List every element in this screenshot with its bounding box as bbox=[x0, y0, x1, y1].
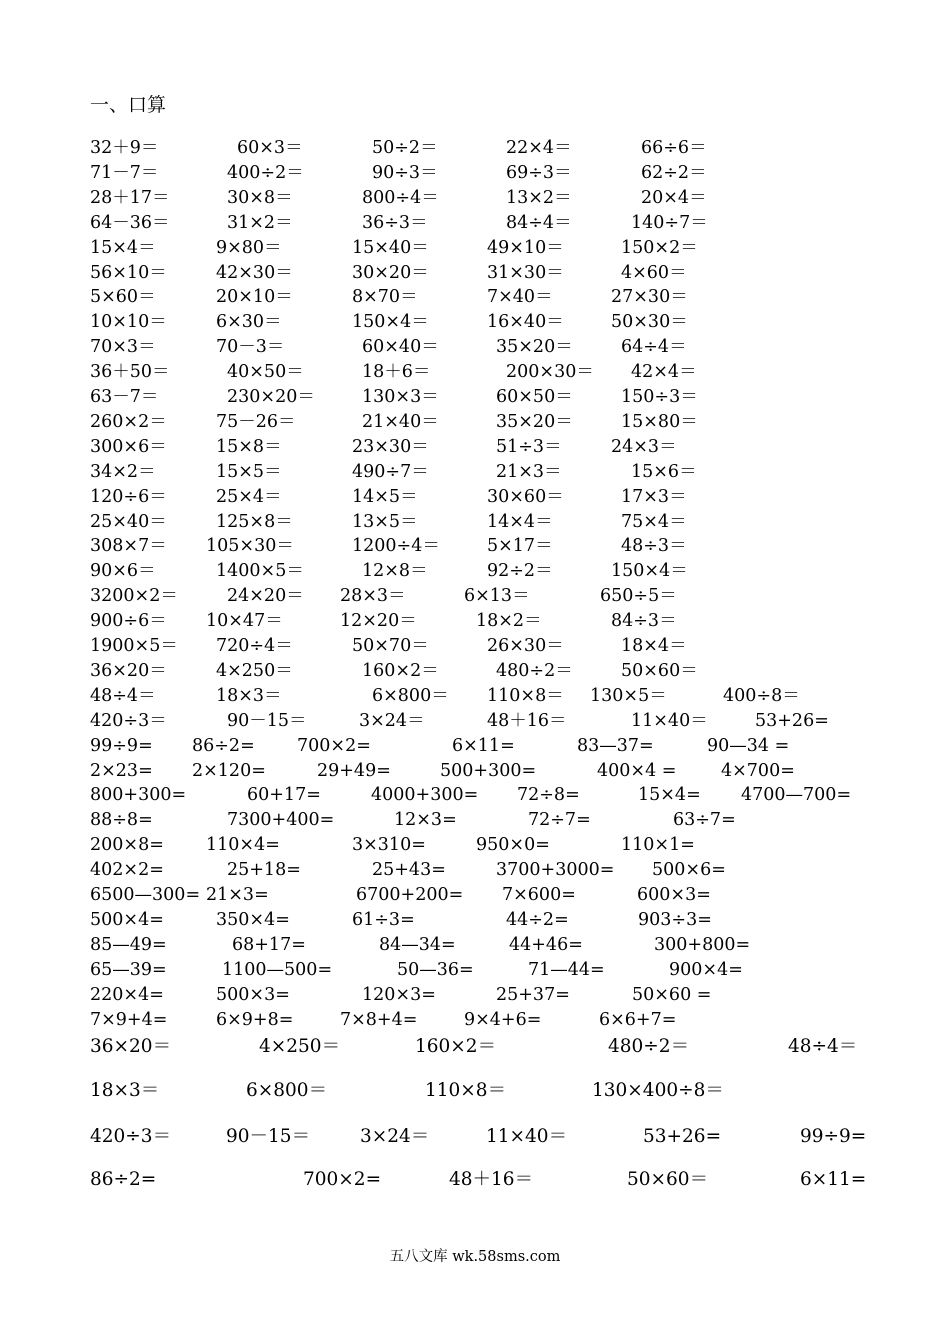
math-problem: 9×80＝ bbox=[216, 237, 282, 258]
math-problem: 36＋50＝ bbox=[90, 362, 170, 383]
math-problem: 70×3＝ bbox=[90, 337, 156, 358]
math-problem: 6×30＝ bbox=[216, 312, 282, 333]
math-problem: 420÷3＝ bbox=[90, 1126, 172, 1147]
math-problem: 44+46= bbox=[509, 934, 583, 955]
footer-watermark: 五八文库 wk.58sms.com bbox=[389, 1249, 561, 1265]
math-problem: 2×120= bbox=[192, 760, 266, 781]
math-problem: 11×40＝ bbox=[486, 1126, 568, 1147]
problem-row bbox=[0, 161, 950, 186]
math-problem: 68+17= bbox=[232, 934, 306, 955]
math-problem: 63÷7= bbox=[673, 810, 736, 831]
math-problem: 90—34 = bbox=[707, 735, 790, 756]
problem-row-large bbox=[0, 1078, 950, 1103]
math-problem: 3200×2＝ bbox=[90, 586, 178, 607]
math-problem: 40×50＝ bbox=[227, 362, 304, 383]
problem-row bbox=[0, 510, 950, 535]
math-problem: 260×2＝ bbox=[90, 411, 167, 432]
math-problem: 18×2＝ bbox=[476, 611, 542, 632]
math-problem: 402×2= bbox=[90, 860, 164, 881]
math-problem: 4700—700= bbox=[741, 785, 852, 806]
math-problem: 86÷2= bbox=[90, 1169, 157, 1190]
math-problem: 48÷4＝ bbox=[90, 685, 156, 706]
math-problem: 2×23= bbox=[90, 760, 153, 781]
math-problem: 1100—500= bbox=[222, 959, 333, 980]
math-problem: 25×40＝ bbox=[90, 511, 167, 532]
math-problem: 31×30＝ bbox=[487, 262, 564, 283]
problem-row bbox=[0, 460, 950, 485]
math-problem: 5×17＝ bbox=[487, 536, 553, 557]
math-problem: 53+26= bbox=[643, 1126, 722, 1147]
problem-row bbox=[0, 435, 950, 460]
math-problem: 308×7＝ bbox=[90, 536, 167, 557]
problem-row bbox=[0, 310, 950, 335]
math-problem: 90－15＝ bbox=[227, 710, 307, 731]
math-problem: 35×20＝ bbox=[496, 337, 573, 358]
math-problem: 500×4= bbox=[90, 909, 164, 930]
problem-row bbox=[0, 186, 950, 211]
math-problem: 700×2= bbox=[297, 735, 371, 756]
math-problem: 600×3= bbox=[637, 885, 711, 905]
problem-row bbox=[0, 833, 950, 858]
math-problem: 86÷2= bbox=[192, 735, 255, 756]
math-problem: 21×40＝ bbox=[362, 411, 439, 432]
math-problem: 66÷6＝ bbox=[641, 138, 707, 158]
problem-row bbox=[0, 485, 950, 510]
math-problem: 60×50＝ bbox=[496, 387, 573, 407]
math-problem: 4×700= bbox=[721, 760, 795, 781]
math-problem: 110×1= bbox=[621, 835, 695, 856]
math-problem: 83—37= bbox=[577, 735, 654, 756]
math-problem: 69÷3＝ bbox=[506, 162, 572, 183]
math-problem: 44÷2= bbox=[506, 909, 569, 930]
math-problem: 24×3＝ bbox=[611, 436, 677, 457]
math-problem: 400÷2＝ bbox=[227, 162, 304, 183]
math-problem: 14×5＝ bbox=[352, 486, 418, 507]
math-problem: 99÷9= bbox=[800, 1126, 867, 1147]
problem-row bbox=[0, 335, 950, 360]
math-problem: 48÷4＝ bbox=[788, 1036, 858, 1057]
math-problem: 15×40＝ bbox=[352, 237, 429, 258]
math-problem: 6×11= bbox=[800, 1169, 867, 1190]
problem-row bbox=[0, 908, 950, 933]
math-problem: 200×8= bbox=[90, 835, 164, 856]
math-problem: 36×20＝ bbox=[90, 1036, 172, 1057]
problem-row bbox=[0, 759, 950, 784]
math-problem: 48＋16＝ bbox=[449, 1169, 534, 1190]
math-problem: 6×800＝ bbox=[372, 685, 449, 706]
problem-row bbox=[0, 734, 950, 759]
math-problem: 18×3＝ bbox=[216, 685, 282, 706]
math-problem: 60+17= bbox=[247, 785, 321, 806]
math-problem: 25+37= bbox=[496, 984, 570, 1005]
math-problem: 11×40＝ bbox=[631, 710, 708, 731]
math-problem: 950×0= bbox=[476, 835, 550, 856]
math-problem: 160×2＝ bbox=[362, 660, 439, 681]
problem-row bbox=[0, 983, 950, 1008]
page-title: 一、口算 bbox=[90, 94, 167, 116]
math-problem: 6700+200= bbox=[356, 885, 464, 905]
math-problem: 150÷3＝ bbox=[621, 387, 698, 407]
math-problem: 34×2＝ bbox=[90, 461, 156, 482]
problem-row bbox=[0, 534, 950, 559]
problem-row-large bbox=[0, 1167, 950, 1192]
math-problem: 4×60＝ bbox=[621, 262, 687, 283]
math-problem: 300+800= bbox=[654, 934, 751, 955]
math-problem: 25+18= bbox=[227, 860, 301, 881]
problem-row bbox=[0, 858, 950, 883]
math-problem: 14×4＝ bbox=[487, 511, 553, 532]
problem-row bbox=[0, 285, 950, 310]
math-problem: 9×4+6= bbox=[464, 1009, 542, 1030]
problem-row bbox=[0, 684, 950, 709]
math-problem: 110×8＝ bbox=[425, 1080, 507, 1101]
math-problem: 48＋16＝ bbox=[487, 710, 567, 731]
math-problem: 6×13＝ bbox=[464, 586, 530, 607]
math-problem: 20×10＝ bbox=[216, 287, 293, 308]
math-problem: 35×20＝ bbox=[496, 411, 573, 432]
problem-row bbox=[0, 261, 950, 286]
math-problem: 31×2＝ bbox=[227, 212, 293, 233]
math-problem: 150×2＝ bbox=[621, 237, 698, 258]
math-problem: 50×60＝ bbox=[627, 1169, 709, 1190]
math-problem: 84÷4＝ bbox=[506, 212, 572, 233]
math-problem: 60×40＝ bbox=[362, 337, 439, 358]
math-problem: 900×4= bbox=[669, 959, 743, 980]
math-problem: 6×800＝ bbox=[246, 1080, 328, 1101]
math-problem: 42×4＝ bbox=[631, 362, 697, 383]
math-problem: 6500—300= bbox=[90, 885, 201, 905]
math-problem: 50×60＝ bbox=[621, 660, 698, 681]
math-problem: 21×3＝ bbox=[496, 461, 562, 482]
math-problem: 700×2= bbox=[303, 1169, 382, 1190]
math-problem: 49×10＝ bbox=[487, 237, 564, 258]
math-problem: 7×600= bbox=[502, 885, 576, 905]
math-problem: 84—34= bbox=[379, 934, 456, 955]
math-problem: 62÷2＝ bbox=[641, 162, 707, 183]
math-problem: 140÷7＝ bbox=[631, 212, 708, 233]
math-problem: 500×3= bbox=[216, 984, 290, 1005]
math-problem: 1400×5＝ bbox=[216, 561, 304, 582]
math-problem: 150×4＝ bbox=[352, 312, 429, 333]
math-problem: 18＋6＝ bbox=[362, 362, 431, 383]
math-problem: 8×70＝ bbox=[352, 287, 418, 308]
math-problem: 25+43= bbox=[372, 860, 446, 881]
math-problem: 65—39= bbox=[90, 959, 167, 980]
math-problem: 26×30＝ bbox=[487, 636, 564, 656]
math-problem: 16×40＝ bbox=[487, 312, 564, 333]
math-problem: 72÷7= bbox=[528, 810, 591, 831]
math-problem: 3×310= bbox=[352, 835, 426, 856]
math-problem: 125×8＝ bbox=[216, 511, 293, 532]
math-problem: 29+49= bbox=[317, 760, 391, 781]
math-problem: 18×4＝ bbox=[621, 636, 687, 656]
math-problem: 20×4＝ bbox=[641, 187, 707, 208]
math-problem: 15×4＝ bbox=[90, 237, 156, 258]
math-problem: 90×6＝ bbox=[90, 561, 156, 582]
math-problem: 85—49= bbox=[90, 934, 167, 955]
problem-row bbox=[0, 634, 950, 659]
math-problem: 6×9+8= bbox=[216, 1009, 294, 1030]
math-problem: 10×10＝ bbox=[90, 312, 167, 333]
math-problem: 50×30＝ bbox=[611, 312, 688, 333]
math-problem: 88÷8= bbox=[90, 810, 153, 831]
problem-row-large bbox=[0, 1034, 950, 1059]
math-problem: 500+300= bbox=[440, 760, 537, 781]
math-problem: 3×24＝ bbox=[360, 1126, 430, 1147]
math-problem: 51÷3＝ bbox=[496, 436, 562, 457]
problem-row bbox=[0, 410, 950, 435]
math-problem: 350×4= bbox=[216, 909, 290, 930]
math-problem: 120×3= bbox=[362, 984, 436, 1005]
math-problem: 900÷6＝ bbox=[90, 611, 167, 632]
math-problem: 15×8＝ bbox=[216, 436, 282, 457]
math-problem: 4×250＝ bbox=[259, 1036, 341, 1057]
math-problem: 30×20＝ bbox=[352, 262, 429, 283]
math-problem: 48÷3＝ bbox=[621, 536, 687, 557]
problem-row bbox=[0, 211, 950, 236]
math-problem: 110×8＝ bbox=[487, 685, 564, 706]
math-problem: 50÷2＝ bbox=[372, 138, 438, 158]
math-problem: 6×6+7= bbox=[599, 1009, 677, 1030]
math-problem: 15×5＝ bbox=[216, 461, 282, 482]
math-problem: 12×8＝ bbox=[362, 561, 428, 582]
math-problem: 130×400÷8＝ bbox=[592, 1080, 724, 1101]
problem-row bbox=[0, 136, 950, 161]
math-problem: 53+26= bbox=[755, 710, 829, 731]
math-problem: 480÷2＝ bbox=[608, 1036, 690, 1057]
math-problem: 903÷3= bbox=[638, 909, 712, 930]
math-problem: 56×10＝ bbox=[90, 262, 167, 283]
problem-row bbox=[0, 609, 950, 634]
math-problem: 120÷6＝ bbox=[90, 486, 167, 507]
math-problem: 72÷8= bbox=[517, 785, 580, 806]
math-problem: 18×3＝ bbox=[90, 1080, 160, 1101]
math-problem: 32＋9＝ bbox=[90, 138, 159, 158]
math-problem: 17×3＝ bbox=[621, 486, 687, 507]
math-problem: 75－26＝ bbox=[216, 411, 296, 432]
math-problem: 4×250＝ bbox=[216, 660, 293, 681]
math-problem: 84÷3＝ bbox=[611, 611, 677, 632]
math-problem: 4000+300= bbox=[371, 785, 479, 806]
math-problem: 650÷5＝ bbox=[600, 586, 677, 607]
math-problem: 3×24＝ bbox=[359, 710, 425, 731]
math-problem: 50—36= bbox=[397, 959, 474, 980]
math-problem: 15×80＝ bbox=[621, 411, 698, 432]
math-problem: 400÷8＝ bbox=[723, 685, 800, 706]
math-problem: 71—44= bbox=[528, 959, 605, 980]
problem-row bbox=[0, 236, 950, 261]
math-problem: 13×2＝ bbox=[506, 187, 572, 208]
math-problem: 400×4 = bbox=[597, 760, 677, 781]
math-problem: 150×4＝ bbox=[611, 561, 688, 582]
math-problem: 110×4= bbox=[206, 835, 280, 856]
math-problem: 7×9+4= bbox=[90, 1009, 168, 1030]
math-problem: 15×4= bbox=[638, 785, 701, 806]
math-problem: 160×2＝ bbox=[415, 1036, 497, 1057]
math-problem: 50×70＝ bbox=[352, 636, 429, 656]
math-problem: 12×3= bbox=[394, 810, 457, 831]
problem-row bbox=[0, 559, 950, 584]
math-problem: 7×40＝ bbox=[487, 287, 553, 308]
math-problem: 500×6= bbox=[652, 860, 726, 881]
math-problem: 130×5＝ bbox=[590, 685, 667, 706]
math-problem: 230×20＝ bbox=[227, 387, 315, 407]
problem-row bbox=[0, 808, 950, 833]
problem-row bbox=[0, 958, 950, 983]
math-problem: 800÷4＝ bbox=[362, 187, 439, 208]
math-problem: 27×30＝ bbox=[611, 287, 688, 308]
problem-row bbox=[0, 933, 950, 958]
problem-row bbox=[0, 883, 950, 908]
math-problem: 64－36＝ bbox=[90, 212, 170, 233]
math-problem: 24×20＝ bbox=[227, 586, 304, 607]
math-problem: 490÷7＝ bbox=[352, 461, 429, 482]
math-problem: 71－7＝ bbox=[90, 162, 159, 183]
problem-row bbox=[0, 659, 950, 684]
problem-row-large bbox=[0, 1124, 950, 1149]
math-problem: 30×60＝ bbox=[487, 486, 564, 507]
math-problem: 10×47＝ bbox=[206, 611, 283, 632]
problem-row bbox=[0, 385, 950, 410]
math-problem: 25×4＝ bbox=[216, 486, 282, 507]
problem-row bbox=[0, 709, 950, 734]
math-problem: 99÷9= bbox=[90, 735, 153, 756]
math-problem: 28＋17＝ bbox=[90, 187, 170, 208]
math-problem: 50×60 = bbox=[632, 984, 712, 1005]
math-problem: 22×4＝ bbox=[506, 138, 572, 158]
math-problem: 1200÷4＝ bbox=[352, 536, 440, 557]
math-problem: 7300+400= bbox=[227, 810, 335, 831]
math-problem: 6×11= bbox=[452, 735, 515, 756]
math-problem: 23×30＝ bbox=[352, 436, 429, 457]
math-problem: 92÷2＝ bbox=[487, 561, 553, 582]
math-problem: 220×4= bbox=[90, 984, 164, 1005]
math-problem: 720÷4＝ bbox=[216, 636, 293, 656]
math-problem: 105×30＝ bbox=[206, 536, 294, 557]
math-problem: 15×6＝ bbox=[631, 461, 697, 482]
problem-row bbox=[0, 360, 950, 385]
math-problem: 800+300= bbox=[90, 785, 187, 806]
math-problem: 70－3＝ bbox=[216, 337, 285, 358]
math-problem: 1900×5＝ bbox=[90, 636, 178, 656]
math-problem: 36×20＝ bbox=[90, 660, 167, 681]
math-problem: 30×8＝ bbox=[227, 187, 293, 208]
math-problem: 64÷4＝ bbox=[621, 337, 687, 358]
problem-row bbox=[0, 1008, 950, 1033]
math-problem: 420÷3＝ bbox=[90, 710, 167, 731]
math-problem: 5×60＝ bbox=[90, 287, 156, 308]
math-problem: 61÷3= bbox=[352, 909, 415, 930]
math-problem: 28×3＝ bbox=[340, 586, 406, 607]
math-problem: 200×30＝ bbox=[506, 362, 594, 383]
math-problem: 7×8+4= bbox=[340, 1009, 418, 1030]
math-problem: 300×6＝ bbox=[90, 436, 167, 457]
math-problem: 3700+3000= bbox=[496, 860, 615, 881]
problem-row bbox=[0, 584, 950, 609]
math-problem: 75×4＝ bbox=[621, 511, 687, 532]
math-problem: 60×3＝ bbox=[237, 138, 303, 158]
math-problem: 90－15＝ bbox=[226, 1126, 311, 1147]
math-problem: 130×3＝ bbox=[362, 387, 439, 407]
math-problem: 63－7＝ bbox=[90, 387, 159, 407]
math-problem: 21×3= bbox=[206, 885, 269, 905]
math-problem: 12×20＝ bbox=[340, 611, 417, 632]
math-problem: 36÷3＝ bbox=[362, 212, 428, 233]
problem-row bbox=[0, 783, 950, 808]
math-problem: 42×30＝ bbox=[216, 262, 293, 283]
math-problem: 13×5＝ bbox=[352, 511, 418, 532]
math-problem: 90÷3＝ bbox=[372, 162, 438, 183]
math-problem: 480÷2＝ bbox=[496, 660, 573, 681]
